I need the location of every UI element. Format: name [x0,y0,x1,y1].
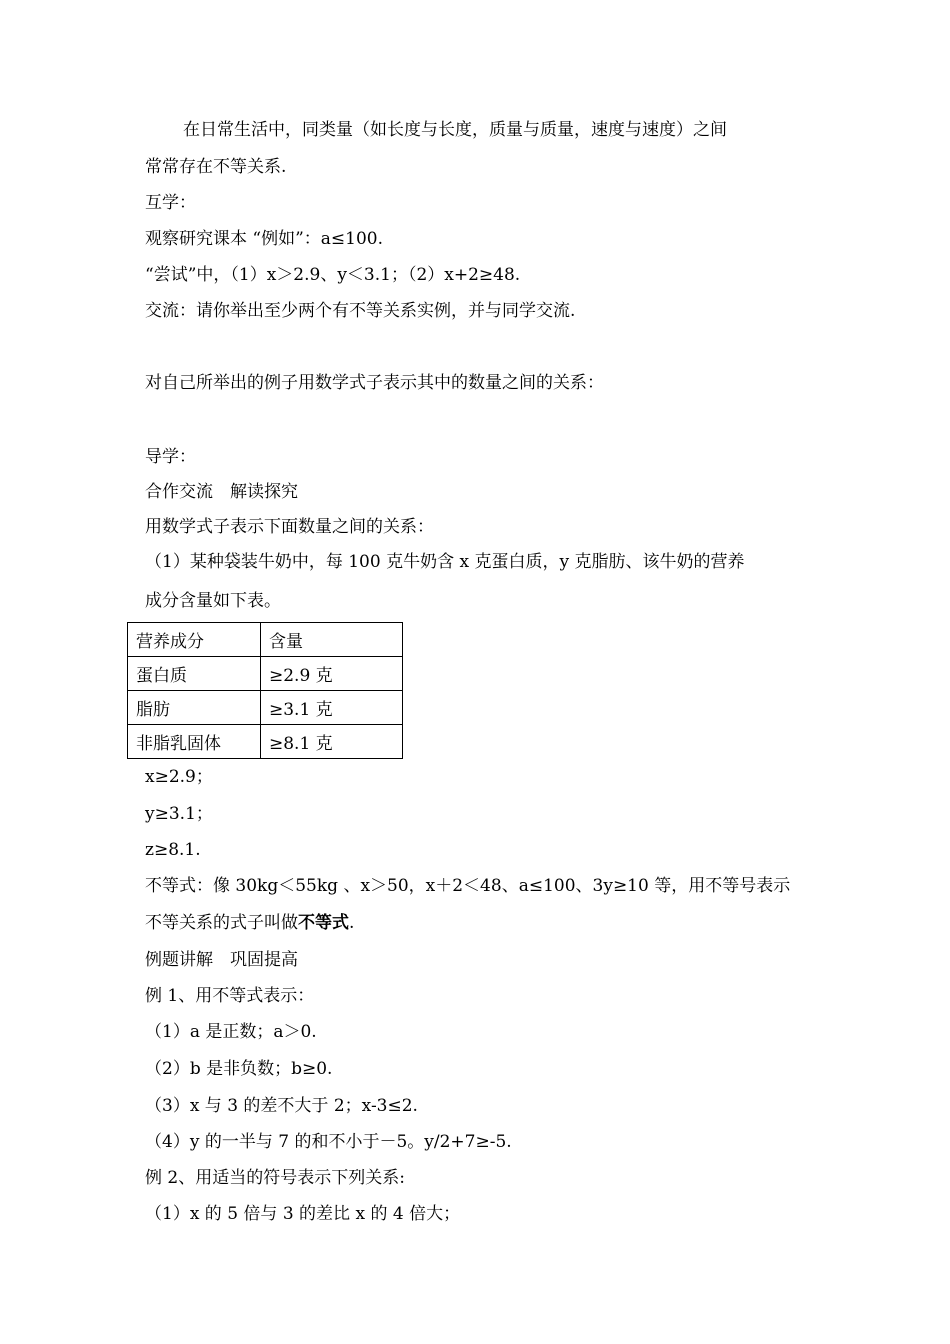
observe-line: 观察研究课本 “例如”：a≤100. [145,229,384,249]
table-row [128,657,403,691]
table-cell: 非脂乳固体 [128,725,261,759]
inequality-def-text: 不等关系的式子叫做 [145,913,298,933]
table-cell: ≥3.1 克 [261,691,403,725]
inequality-def-line-1: 不等式：像 30kg＜55kg 、x＞50，x＋2＜48、a≤100、3y≥10 等，用不等号表示 [145,876,791,896]
nutrition-table [127,622,403,759]
table-cell: 蛋白质 [128,657,261,691]
example-2-item: （1）x 的 5 倍与 3 的差比 x 的 4 倍大； [145,1204,461,1224]
table-cell: 脂肪 [128,691,261,725]
answer-z: z≥8.1. [145,840,201,860]
intro-line-1: 在日常生活中，同类量（如长度与长度，质量与质量，速度与速度）之间 [183,120,727,140]
example-2-heading: 例 2、用适当的符号表示下列关系: [145,1168,405,1188]
express-line: 对自己所举出的例子用数学式子表示其中的数量之间的关系： [145,373,604,393]
huxue-heading: 互学： [145,193,196,213]
example-heading: 例题讲解 巩固提高 [145,950,298,970]
try-line: “尝试”中，（1）x＞2.9、y＜3.1；（2）x+2≥48. [145,265,521,285]
example-1-item: （4）y 的一半与 7 的和不小于－5。y/2+7≥-5. [145,1132,512,1152]
inequality-term: 不等式 [298,913,349,933]
milk-line-1: （1）某种袋装牛奶中，每 100 克牛奶含 x 克蛋白质，y 克脂肪、该牛奶的营养 [145,552,745,572]
table-row [128,725,403,759]
coop-heading: 合作交流 解读探究 [145,482,298,502]
answer-x: x≥2.9； [145,767,213,787]
answer-y: y≥3.1； [145,804,213,824]
table-cell: ≥8.1 克 [261,725,403,759]
inequality-def-period: . [349,913,355,933]
table-header-row [128,623,403,657]
table-header-cell: 含量 [261,623,403,657]
intro-line-2: 常常存在不等关系. [145,157,287,177]
example-1-heading: 例 1、用不等式表示： [145,986,315,1006]
example-1-item: （1）a 是正数；a＞0. [145,1022,317,1042]
table-header-cell: 营养成分 [128,623,261,657]
daoxue-heading: 导学： [145,447,196,467]
inequality-def-line-2 [145,912,354,934]
table-cell: ≥2.9 克 [261,657,403,691]
example-1-item: （2）b 是非负数；b≥0. [145,1059,333,1079]
table-row [128,691,403,725]
exchange-line: 交流：请你举出至少两个有不等关系实例，并与同学交流. [145,301,576,321]
milk-line-2: 成分含量如下表。 [145,591,281,611]
example-1-item: （3）x 与 3 的差不大于 2；x-3≤2. [145,1096,418,1116]
math-expr-line: 用数学式子表示下面数量之间的关系： [145,517,434,537]
